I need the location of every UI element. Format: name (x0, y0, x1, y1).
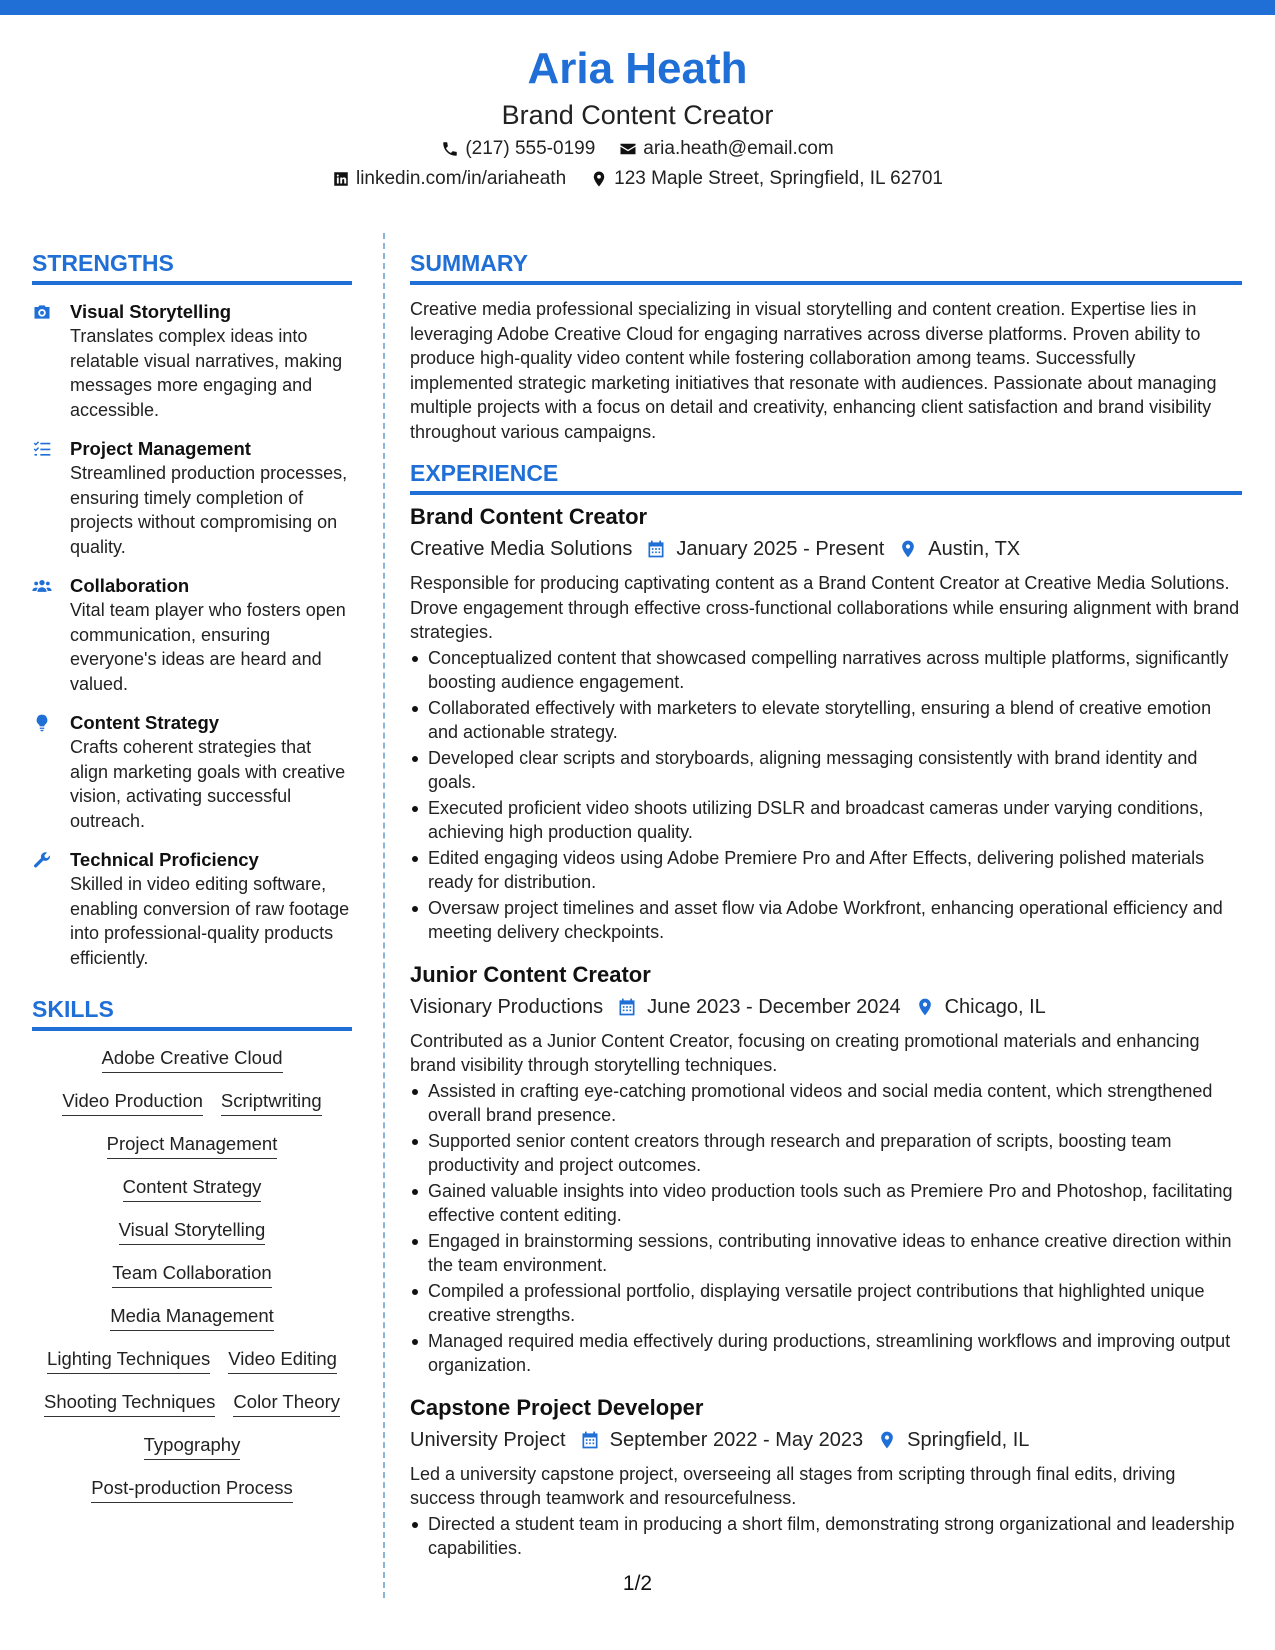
strength-desc: Translates complex ideas into relatable visual narratives, making messages more engaging and accessible. (70, 326, 343, 420)
strength-title: Technical Proficiency (70, 849, 259, 870)
skills-heading: SKILLS (32, 994, 352, 1031)
top-accent-bar (0, 0, 1275, 15)
bullet-item: Compiled a professional portfolio, displaying versatile project contributions that highlighted unique creative strengths. (410, 1279, 1242, 1328)
bullet-item: Supported senior content creators through research and preparation of scripts, boosting team productivity and project outcomes. (410, 1129, 1242, 1178)
skill-tag: Lighting Techniques (47, 1346, 210, 1374)
contact-row-1 (0, 136, 1275, 162)
skills-list (32, 1045, 352, 1503)
skill-tag: Video Editing (228, 1346, 337, 1374)
address-contact (590, 166, 943, 192)
strength-item (32, 436, 352, 559)
summary-heading: SUMMARY (410, 248, 1242, 285)
bullet-item: Gained valuable insights into video production tools such as Premiere Pro and Photoshop, facilitating effective content editing. (410, 1179, 1242, 1228)
bullet-item: Managed required media effectively during productions, streamlining workflows and improving output organization. (410, 1329, 1242, 1378)
skill-tag: Media Management (110, 1303, 274, 1331)
phone-text: (217) 555-0199 (465, 138, 596, 159)
strengths-heading: STRENGTHS (32, 248, 352, 285)
bullet-item: Engaged in brainstorming sessions, contributing innovative ideas to enhance creative direction within the team environment. (410, 1229, 1242, 1278)
bullet-item: Developed clear scripts and storyboards, aligning messaging consistently with brand identity and goals. (410, 746, 1242, 795)
wrench-icon (32, 850, 52, 870)
job-location: Chicago, IL (944, 995, 1046, 1018)
lightbulb-icon (32, 713, 52, 733)
strength-desc: Vital team player who fosters open communication, ensuring everyone's ideas are heard and valued. (70, 600, 346, 694)
job-entry (410, 961, 1242, 1378)
skill-tag: Content Strategy (123, 1174, 262, 1202)
bullet-item: Edited engaging videos using Adobe Premiere Pro and After Effects, delivering polished materials ready for distribution. (410, 846, 1242, 895)
job-description: Led a university capstone project, overseeing all stages from scripting through final edits, driving success through teamwork and resourcefulness. (410, 1463, 1176, 1508)
job-entry (410, 503, 1242, 945)
phone-contact[interactable] (441, 136, 595, 162)
envelope-icon (619, 140, 637, 158)
job-title: Brand Content Creator (410, 504, 648, 529)
job-meta (410, 993, 1242, 1021)
calendar-icon (580, 1430, 600, 1450)
skill-tag: Visual Storytelling (119, 1217, 266, 1245)
job-location: Austin, TX (928, 538, 1021, 560)
left-column (32, 248, 352, 1518)
bullet-item: Directed a student team in producing a short film, demonstrating strong organizational and leadership capabilities. (410, 1512, 1242, 1561)
strength-title: Visual Storytelling (70, 301, 232, 322)
skill-tag: Video Production (62, 1088, 203, 1116)
calendar-icon (646, 539, 666, 559)
skill-tag: Team Collaboration (112, 1260, 271, 1288)
bullet-item: Conceptualized content that showcased compelling narratives across multiple platforms, significantly boosting audience engagement. (410, 646, 1242, 695)
skill-tag: Adobe Creative Cloud (102, 1045, 283, 1073)
strength-desc: Streamlined production processes, ensuring timely completion of projects without compromising on quality. (70, 463, 348, 557)
strength-item (32, 573, 352, 696)
email-text: aria.heath@email.com (643, 138, 834, 159)
skill-tag: Color Theory (233, 1389, 340, 1417)
strength-title: Collaboration (70, 575, 190, 596)
experience-heading: EXPERIENCE (410, 458, 1242, 495)
bullet-item: Assisted in crafting eye-catching promotional videos and social media content, which strengthened overall brand presence. (410, 1079, 1242, 1128)
linkedin-icon (332, 170, 350, 188)
strength-title: Content Strategy (70, 712, 220, 733)
map-pin-icon (877, 1430, 897, 1450)
job-description: Contributed as a Junior Content Creator, focusing on creating promotional materials and enhancing brand visibility through storytelling techniques. (410, 1030, 1200, 1075)
column-divider (383, 233, 385, 1598)
users-icon (32, 576, 52, 596)
bullet-item: Collaborated effectively with marketers to elevate storytelling, ensuring a blend of creative emotion and actionable strategy. (410, 696, 1242, 745)
linkedin-contact[interactable] (332, 166, 566, 192)
strength-item (32, 299, 352, 422)
job-location: Springfield, IL (907, 1428, 1030, 1451)
skill-tag: Scriptwriting (221, 1088, 322, 1116)
job-meta (410, 535, 1242, 563)
skill-tag: Project Management (107, 1131, 278, 1159)
job-company: Creative Media Solutions (410, 538, 633, 560)
job-description: Responsible for producing captivating content as a Brand Content Creator at Creative Media Solutions. Drove engagement through effective cross-functional collaborations while ensuring alignment with brand strategies. (410, 573, 1240, 642)
job-entry (410, 1394, 1242, 1561)
strength-item (32, 847, 352, 970)
linkedin-text: linkedin.com/in/ariaheath (355, 168, 567, 189)
contact-row-2 (0, 166, 1275, 192)
summary-text: Creative media professional specializing in visual storytelling and content creation. Expertise lies in leveraging Adobe Creative Cloud for engaging narratives across diverse platforms. Proven ability to produce high-quality video content while fostering collaboration among teams. Successfully implemented strategic marketing initiatives that resonate with audiences. Passionate about managing multiple projects with a focus on detail and creativity, enhancing client satisfaction and brand visibility throughout various campaigns. (410, 299, 1217, 442)
job-title: Capstone Project Developer (410, 1394, 704, 1420)
map-pin-icon (590, 170, 608, 188)
strength-title: Project Management (70, 438, 251, 459)
job-dates: January 2025 - Present (676, 538, 885, 560)
strength-desc: Skilled in video editing software, enabling conversion of raw footage into professional-quality products efficiently. (70, 874, 350, 968)
resume-header (0, 40, 1275, 192)
job-company: University Project (410, 1428, 566, 1451)
skill-tag: Shooting Techniques (44, 1389, 215, 1417)
job-bullets (410, 1079, 1242, 1378)
skill-tag: Typography (144, 1432, 241, 1460)
job-company: Visionary Productions (410, 995, 604, 1018)
calendar-icon (617, 997, 637, 1017)
bullet-item: Executed proficient video shoots utilizing DSLR and broadcast cameras under varying conditions, achieving high production quality. (410, 796, 1242, 845)
bullet-item: Oversaw project timelines and asset flow via Adobe Workfront, enhancing operational efficiency and meeting delivery checkpoints. (410, 896, 1242, 945)
strength-desc: Crafts coherent strategies that align marketing goals with creative vision, activating successful outreach. (70, 737, 346, 831)
email-contact[interactable] (619, 136, 833, 162)
phone-icon (441, 140, 459, 158)
list-check-icon (32, 439, 52, 459)
job-dates: September 2022 - May 2023 (609, 1428, 864, 1451)
page-number: 1/2 (622, 1572, 653, 1595)
job-bullets (410, 646, 1242, 945)
job-dates: June 2023 - December 2024 (647, 995, 901, 1018)
map-pin-icon (898, 539, 918, 559)
skill-tag: Post-production Process (91, 1475, 293, 1503)
candidate-name: Aria Heath (527, 44, 748, 93)
job-bullets (410, 1512, 1242, 1561)
job-meta (410, 1426, 1242, 1454)
address-text: 123 Maple Street, Springfield, IL 62701 (614, 168, 944, 189)
camera-icon (32, 302, 52, 322)
strength-item (32, 710, 352, 833)
candidate-title: Brand Content Creator (501, 100, 774, 130)
job-title: Junior Content Creator (410, 961, 651, 987)
map-pin-icon (915, 997, 935, 1017)
right-column (410, 248, 1242, 1561)
